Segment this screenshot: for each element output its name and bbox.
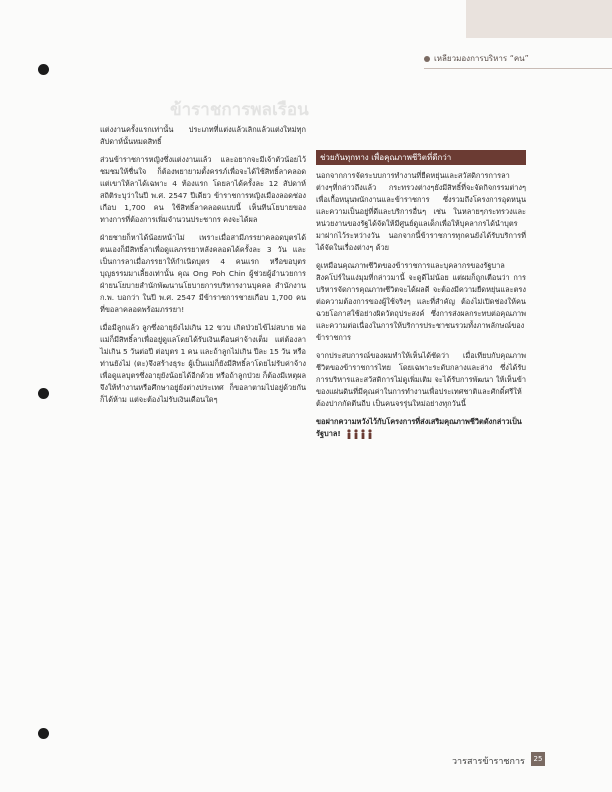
section-heading: ช่วยกันทุกทาง เพื่อคุณภาพชีวิตที่ดีกว่า	[316, 150, 526, 165]
paragraph: นอกจากการจัดระบบการทำงานที่ยืดหยุ่นและสวัสดิการการลาต่างๆที่กล่าวถึงแล้ว กระทรวงต่างๆยังมีสิทธิ์ที่จะจัดกิจกรรมต่างๆเพื่อเกื้อหนุนพนักงานและข้าราชการ ซึ่งรวมถึงโครงการอุดหนุนและความเป็นอยู่ที่ดีและบริการอื่นๆ เช่น ในหลายๆกระทรวงและหน่วยงานของรัฐได้จัดให้มีศูนย์ดูแลเด็กเพื่อให้บุคลากรได้นำบุตรมาฝากไว้ระหว่างวัน นอกจากนี้ข้าราชการทุกคนยังได้รับบริการที่ได้จัดในเรื่องต่างๆ ด้วย	[316, 171, 526, 252]
footer-journal-title: วารสารข้าราชการ	[452, 757, 525, 767]
people-icon	[346, 429, 374, 439]
right-column	[316, 170, 526, 446]
closing-text: ขอฝากความหวังไว้กับโครงการที่ส่งเสริมคุณภาพชีวิตดังกล่าวเป็นรัฐบาล!	[316, 417, 522, 438]
left-column	[100, 124, 306, 412]
header-bullet-icon	[424, 56, 430, 62]
paragraph: จากประสบการณ์ของผมทำให้เห็นได้ชัดว่า เมื่อเทียบกับคุณภาพชีวิตของข้าราชการไทย โดยเฉพาะระดับกลางและล่าง ซึ่งได้รับการบริหารและสวัสดิการไม่ดูเพิ่มเติม จะได้รับการพัฒนา ให้เห็นข้าของแผ่นดินที่มีคุณค่าในการทำงานเพื่อประเทศชาติและศักดิ์ศรีให้ต้องปากกัดตีนถีบ เป็นคนจรรุ่นใหม่อย่างทุกวันนี้	[316, 351, 526, 408]
header-title: เหลียวมองการบริหาร “คน”	[434, 54, 529, 63]
top-corner-tab	[466, 0, 612, 38]
paragraph: ดูเหมือนคุณภาพชีวิตของข้าราชการและบุคลากรของรัฐบาลสิงคโปร์ในแง่มุมที่กล่าวมานี้ จะดูดีไม่น้อย แต่ผมก็ถูกเตือนว่า การบริหารจัดการคุณภาพชีวิตจะได้ผลดี จะต้องมีความยืดหยุ่นและตรงต่อความต้องการของผู้ใช้จริงๆ และที่สำคัญ ต้องไม่เปิดช่องให้คนฉวยโอกาสใช้อย่างผิดวัตถุประสงค์ ซึ่งการส่งผลกระทบต่อคุณภาพและความต่อเนื่องในการให้บริการประชาชนรวมทั้งภาพลักษณ์ของข้าราชการ	[316, 261, 526, 342]
paragraph: ฝ่ายชายก็หาได้น้อยหน้าไม่ เพราะเมื่อสามีภรรยาคลอดบุตรได้ ตนเองก็มีสิทธิ์ลาเพื่อดูแลภรรยาหลังคลอดได้ครั้งละ 3 วัน และเป็นการลาเมื่อภรรยาให้กำเนิดบุตร 4 คนแรก หรือขอบุตรบุญธรรมมาเลี้ยงเท่านั้น คุณ Ong Poh Chin ผู้ช่วยผู้อำนวยการฝ่ายนโยบายสำนักพัฒนานโยบายการบริหารงานบุคคล สำนักงาน ก.พ. บอกว่า ในปี พ.ศ. 2547 มีข้าราชการชายเกือบ 1,700 คน ที่ขอลาคลอดพร้อมภรรยา!	[100, 233, 306, 314]
binder-hole-bottom	[38, 728, 49, 739]
running-header	[424, 52, 612, 66]
paragraph: แต่งงานครั้งแรกเท่านั้น ประเภทที่แต่งแล้วเลิกแล้วแต่งใหม่ทุกสัปดาห์นั้นหมดสิทธิ์	[100, 125, 306, 146]
binder-hole-middle	[38, 388, 49, 399]
closing-line	[316, 416, 526, 440]
paragraph: ส่วนข้าราชการหญิงซึ่งแต่งงานแล้ว และอยากจะมีเจ้าตัวน้อยไว้ชมชมให้ชื่นใจ ก็ต้องพยายามตั้งครรภ์เพื่อจะได้ใช้สิทธิ์ลาคลอด แต่เขาให้ลาได้เฉพาะ 4 ท้องแรก โดยลาได้ครั้งละ 12 สัปดาห์ สถิติระบุว่าในปี พ.ศ. 2547 ปีเดียว ข้าราชการหญิงเมืองลอดช่องเกือบ 1,700 คน ใช้สิทธิ์ลาคลอดแบบนี้ เห็นทีนโยบายของทางการที่ต้องการเพิ่มจำนวนประชากร คงจะได้ผล	[100, 155, 306, 224]
paragraph: เมื่อมีลูกแล้ว ลูกซึ่งอายุยังไม่เกิน 12 ขวบ เกิดป่วยไข้ไม่สบาย พ่อแม่ก็มีสิทธิ์ลาเพื่ออยู่ดูแลโดยได้รับเงินเดือนค่าจ้างเต็ม แต่ต้องลาไม่เกิน 5 วันต่อปี ต่อบุตร 1 คน และถ้าลูกไม่เกิน ปีละ 15 วัน หรือท่านยังไม่ (ตะ)จึงสร้างธุระ ผู้เป็นแม่ก็ยังมีสิทธิ์ลาโดยไม่รับค่าจ้าง เพื่อดูแลบุตรซึ่งอายุยังน้อยได้อีกด้วย หรือถ้าลูกป่วย ก็ต้องมีเหตุผลจึงให้ทำงานหรือศึกษาอยู่ยังต่างประเทศ ก็ขอลาตามไปอยู่ด้วยกันก็ได้ห้าม แต่จะต้องไม่รับเงินเดือนใดๆ	[100, 323, 306, 404]
header-rule	[424, 68, 612, 69]
binder-hole-top	[38, 64, 49, 75]
faded-watermark: ข้าราชการพลเรือน	[170, 100, 309, 116]
page-number: 25	[531, 752, 545, 766]
